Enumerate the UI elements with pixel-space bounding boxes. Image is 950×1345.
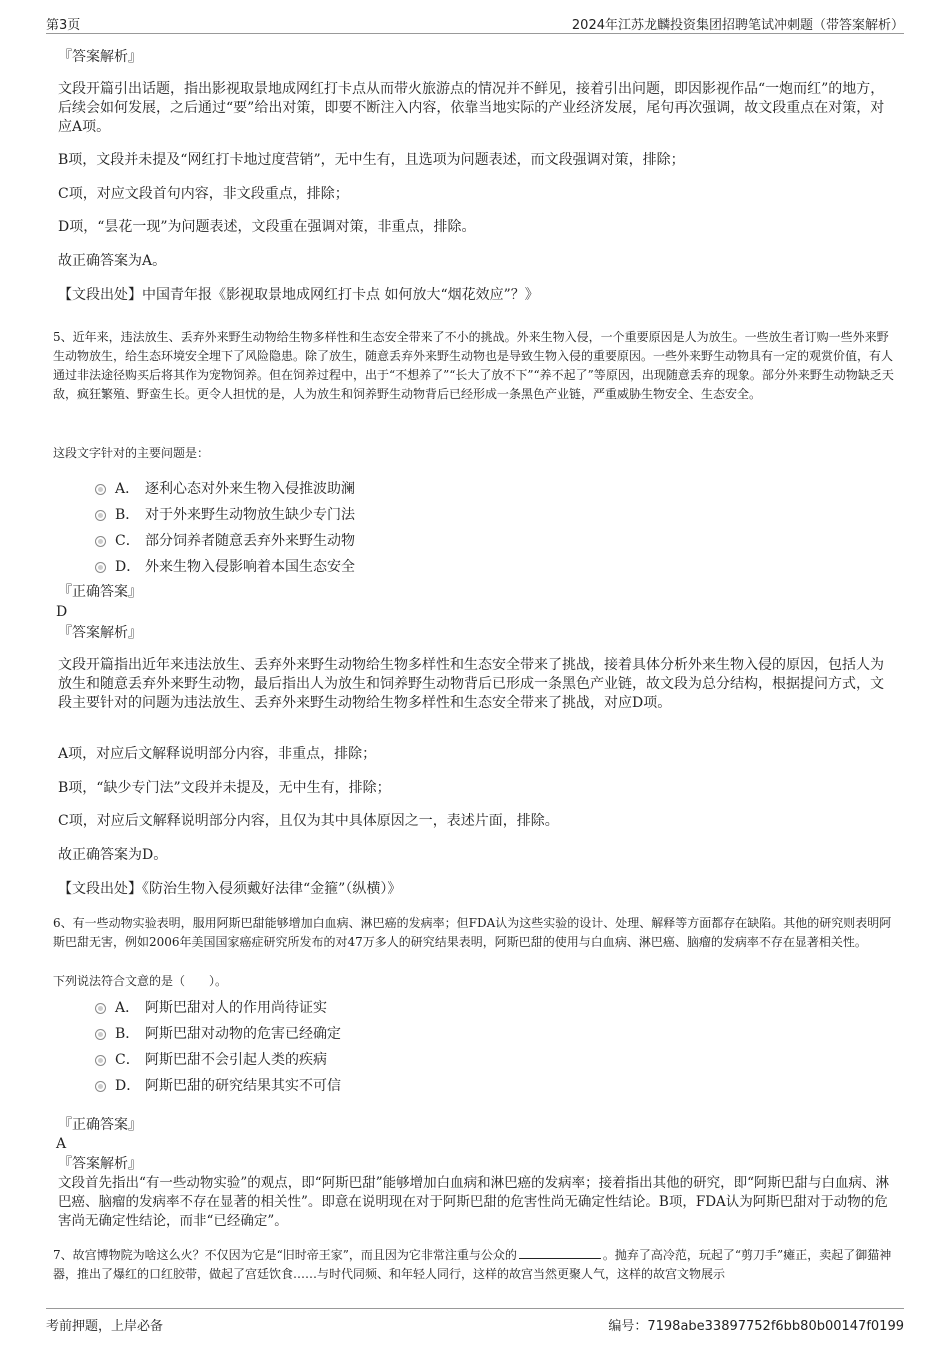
page-header [46,12,904,34]
q6-analysis: 文段首先指出“有一些动物实验”的观点，即“阿斯巴甜”能够增加白血病和淋巴癌的发病率；接着指出其他的研究，即“阿斯巴甜与白血病、淋巴癌、脑瘤的发病率不存在显著的相关性”。即意在说明现在对于阿斯巴甜的危害性尚无确定性结论。B项，FDA认为阿斯巴甜对于动物的危害尚无确定性结论，而非“已经确定”。 [58,1175,890,1229]
radio-icon[interactable] [95,484,106,495]
q5-source: 【文段出处】《防治生物入侵须戴好法律“金箍”（纵横）》 [58,881,402,897]
q6-answer: A [56,1136,67,1152]
q5-analysis-label: 『答案解析』 [58,625,142,641]
radio-icon[interactable] [95,510,106,521]
option-text: 阿斯巴甜不会引起人类的疾病 [145,1052,327,1068]
radio-icon[interactable] [95,536,106,547]
radio-icon[interactable] [95,1055,106,1066]
option-letter: A． [115,481,140,497]
option-letter: B． [115,1026,140,1042]
option-text: 对于外来野生动物放生缺少专门法 [145,507,355,523]
q6-answer-label: 『正确答案』 [58,1117,142,1133]
page-number: 第3页 [46,18,81,33]
radio-icon[interactable] [95,1003,106,1014]
radio-icon[interactable] [95,1081,106,1092]
document-title: 2024年江苏龙麟投资集团招聘笔试冲刺题（带答案解析） [571,18,904,33]
document-code: 编号：7198abe33897752f6bb80b00147f0199 [608,1319,904,1334]
q6-stem: 6、有一些动物实验表明，服用阿斯巴甜能够增加白血病、淋巴癌的发病率；但FDA认为这些实验的设计、处理、解释等方面都存在缺陷。其他的研究则表明阿斯巴甜无害，例如2006年美国国家癌症研究所发布的对47万多人的研究结果表明，阿斯巴甜的使用与白血病、淋巴癌、脑瘤的发病率不存在显著相关性。 [53,916,892,949]
option-text: 阿斯巴甜的研究结果其实不可信 [145,1078,341,1094]
option-text: 阿斯巴甜对人的作用尚待证实 [145,1000,327,1016]
q6-analysis-label: 『答案解析』 [58,1156,142,1172]
q7-stem [53,1246,894,1284]
q5-conclusion: 故正确答案为D。 [58,847,168,863]
option-letter: C． [115,1052,140,1068]
q5-answer-label: 『正确答案』 [58,584,142,600]
option-letter: A． [115,1000,140,1016]
q6-question: 下列说法符合文意的是（ ）。 [53,974,228,988]
page-footer [46,1308,904,1334]
q4-analysis-c: C项，对应文段首句内容，非文段重点，排除； [58,186,349,202]
q4-analysis-d: D项，“昙花一现”为问题表述，文段重在强调对策，非重点，排除。 [58,219,476,235]
q5-analysis-b: B项，“缺少专门法”文段并未提及，无中生有，排除； [58,780,391,796]
footer-slogan: 考前押题，上岸必备 [46,1319,164,1334]
q5-analysis-a: A项，对应后文解释说明部分内容，非重点，排除； [58,746,377,762]
option-letter: B． [115,507,140,523]
radio-icon[interactable] [95,562,106,573]
q7-stem-start: 7、故宫博物院为啥这么火？不仅因为它是“旧时帝王家”，而且因为它非常注重与公众的 [53,1248,517,1262]
option-text: 阿斯巴甜对动物的危害已经确定 [145,1026,341,1042]
q7-stem-end: 。抛弃了高冷范，玩起了“剪刀手”瘫正，卖起了御猫神器，推出了爆红的口红胶带，做起了宫廷饮食……与时代同频、和年轻人同行，这样的故宫当然更聚人气，这样的故宫文物展示 [53,1248,892,1281]
option-text: 外来生物入侵影响着本国生态安全 [145,559,355,575]
q5-question: 这段文字针对的主要问题是： [53,446,210,460]
q4-analysis: 文段开篇引出话题，指出影视取景地成网红打卡点从而带火旅游点的情况并不鲜见，接着引出问题，即因影视作品“一炮而红”的地方，后续会如何发展，之后通过“要”给出对策，即要不断注入内容，依靠当地实际的产业经济发展，尾句再次强调，故文段重点在对策，对应A项。 [58,81,885,135]
q5-analysis-c: C项，对应后文解释说明部分内容，且仅为其中具体原因之一，表述片面，排除。 [58,813,559,829]
q4-analysis-label: 『答案解析』 [58,49,142,65]
q4-source: 【文段出处】中国青年报《影视取景地成网红打卡点 如何放大“烟花效应”？》 [58,287,539,303]
option-letter: C． [115,533,140,549]
q4-conclusion: 故正确答案为A。 [58,253,167,269]
option-letter: D． [115,559,141,575]
option-letter: D． [115,1078,141,1094]
q5-analysis: 文段开篇指出近年来违法放生、丢弃外来野生动物给生物多样性和生态安全带来了挑战，接着具体分析外来生物入侵的原因，包括人为放生和随意丢弃外来野生动物，最后指出人为放生和饲养野生动物背后已形成一条黑色产业链，故文段为总分结构，根据提问方式，文段主要针对的问题为违法放生、丢弃外来野生动物给生物多样性和生态安全带来了挑战，对应D项。 [58,657,884,711]
radio-icon[interactable] [95,1029,106,1040]
q5-answer: D [56,604,68,620]
option-text: 逐利心态对外来生物入侵推波助澜 [145,481,355,497]
answer-blank [519,1247,601,1259]
option-text: 部分饲养者随意丢弃外来野生动物 [145,533,355,549]
q5-stem: 5、近年来，违法放生、丢弃外来野生动物给生物多样性和生态安全带来了不小的挑战。外来生物入侵，一个重要原因是人为放生。一些放生者订购一些外来野生动物放生，给生态环境安全埋下了风险隐患。除了放生，随意丢弃外来野生动物也是导致生物入侵的重要原因。一些外来野生动物具有一定的观赏价值，有人通过非法途径购买后将其作为宠物饲养。但在饲养过程中，出于“不想养了”“长大了放不下”“养不起了”等原因，出现随意丢弃的现象。部分外来野生动物缺乏天敌，疯狂繁殖、野蛮生长。更令人担忧的是，人为放生和饲养野生动物背后已经形成一条黑色产业链，严重威胁生物安全、生态安全。 [53,330,894,401]
q4-analysis-b: B项，文段并未提及“网红打卡地过度营销”，无中生有，且选项为问题表述，而文段强调对策，排除； [58,152,685,168]
